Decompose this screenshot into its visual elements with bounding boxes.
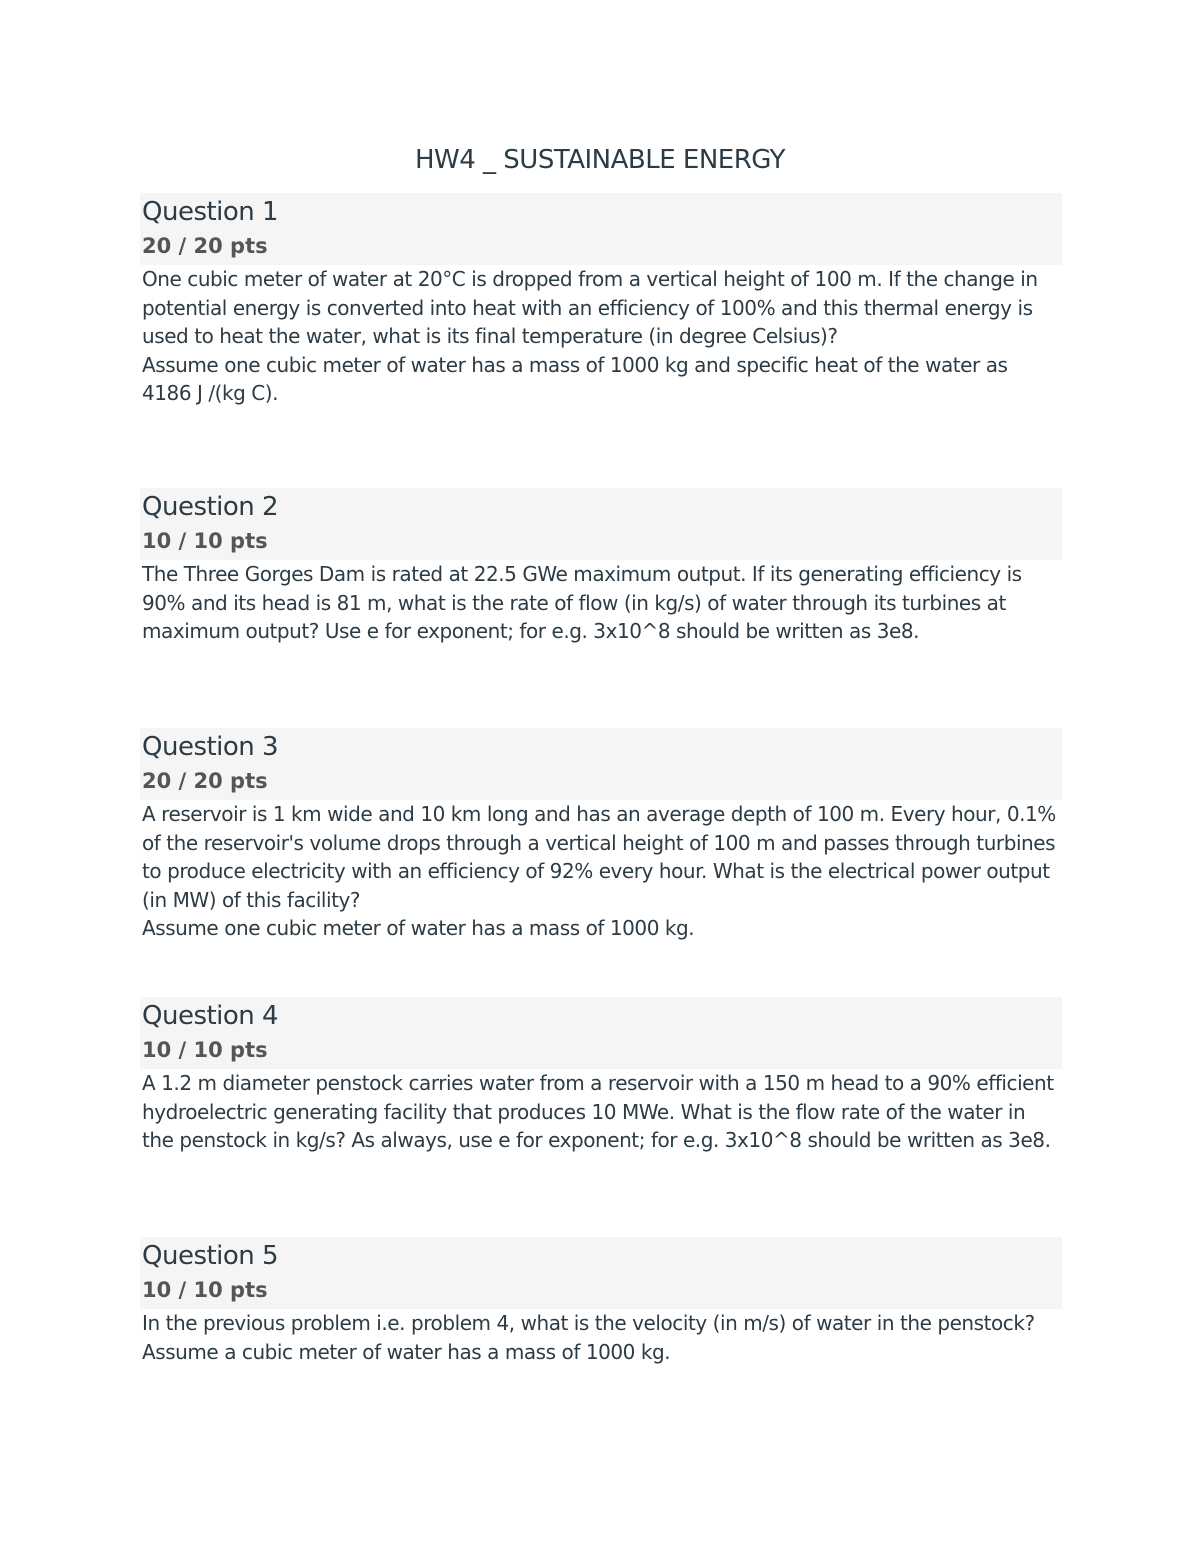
question-4 <box>140 997 1062 1155</box>
question-1 <box>140 193 1062 408</box>
question-points: 20 / 20 pts <box>142 234 268 258</box>
question-text: Assume one cubic meter of water has a mass of 1000 kg. <box>142 916 695 940</box>
question-title: Question 2 <box>142 492 279 522</box>
page-title: HW4 _ SUSTAINABLE ENERGY <box>414 145 786 175</box>
question-text: A 1.2 m diameter penstock carries water from a reservoir with a 150 m head to a 90% efficient hydroelectric generating facility that produces 10 MWe. What is the flow rate of the water in the penstock in kg/s? As always, use e for exponent; for e.g. 3x10^8 should be written as 3e8. <box>142 1071 1054 1152</box>
question-header <box>140 728 1062 800</box>
question-text: Assume one cubic meter of water has a mass of 1000 kg and specific heat of the water as 4186 J /(kg C). <box>142 352 1008 405</box>
question-3 <box>140 728 1062 943</box>
question-body <box>140 560 1062 646</box>
question-text: A reservoir is 1 km wide and 10 km long and has an average depth of 100 m. Every hour, 0.1% of the reservoir's volume drops through a vertical height of 100 m and passes through turbines to produce electricity with an efficiency of 92% every hour. What is the electrical power output (in MW) of this facility? <box>142 802 1056 912</box>
question-points: 10 / 10 pts <box>142 1038 268 1062</box>
question-2 <box>140 488 1062 646</box>
question-text: The Three Gorges Dam is rated at 22.5 GWe maximum output. If its generating efficiency is 90% and its head is 81 m, what is the rate of flow (in kg/s) of water through its turbines at maximum output? Use e for exponent; for e.g. 3x10^8 should be written as 3e8. <box>142 562 1022 643</box>
question-points: 10 / 10 pts <box>142 529 268 553</box>
question-title: Question 3 <box>142 732 279 762</box>
question-body <box>140 1309 1062 1366</box>
question-points: 20 / 20 pts <box>142 769 268 793</box>
question-text: In the previous problem i.e. problem 4, what is the velocity (in m/s) of water in the penstock? Assume a cubic meter of water has a mass of 1000 kg. <box>142 1311 1035 1364</box>
question-points: 10 / 10 pts <box>142 1278 268 1302</box>
question-header <box>140 997 1062 1069</box>
question-header <box>140 1237 1062 1309</box>
question-text: One cubic meter of water at 20°C is dropped from a vertical height of 100 m. If the change in potential energy is converted into heat with an efficiency of 100% and this thermal energy is used to heat the water, what is its final temperature (in degree Celsius)? <box>142 267 1038 348</box>
question-body <box>140 800 1062 943</box>
question-body <box>140 1069 1062 1155</box>
question-header <box>140 488 1062 560</box>
question-5 <box>140 1237 1062 1366</box>
question-title: Question 1 <box>142 197 279 227</box>
question-title: Question 4 <box>142 1001 279 1031</box>
question-header <box>140 193 1062 265</box>
question-title: Question 5 <box>142 1241 279 1271</box>
question-body <box>140 265 1062 408</box>
